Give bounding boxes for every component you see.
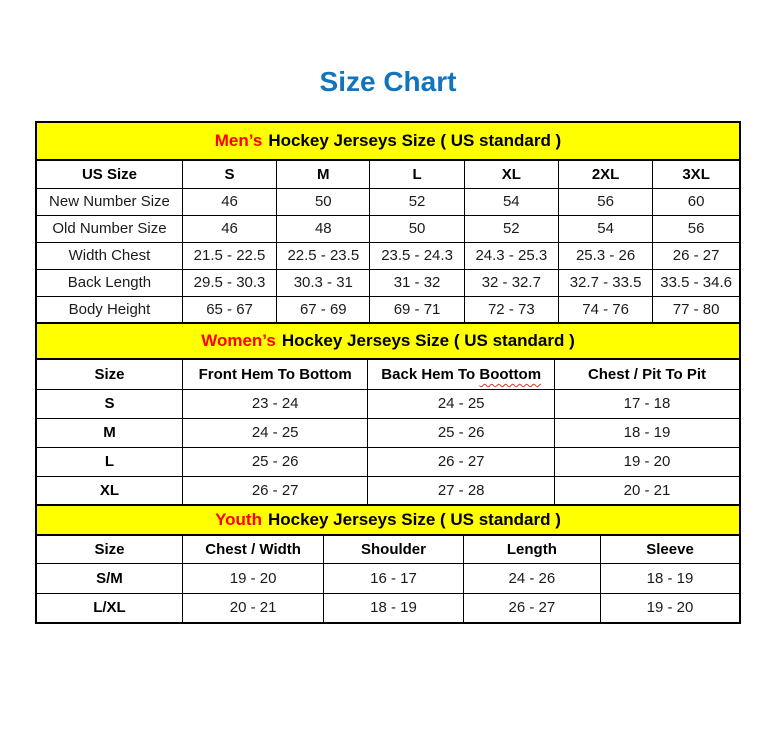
column-header: Sleeve (601, 535, 740, 563)
size-value: 72 - 73 (464, 296, 558, 323)
size-value: 16 - 17 (324, 563, 463, 593)
row-label: S/M (36, 563, 182, 593)
row-label: Body Height (36, 296, 182, 323)
size-value: 67 - 69 (277, 296, 370, 323)
youth-banner-text: Hockey Jerseys Size ( US standard ) (267, 510, 561, 529)
row-label: XL (36, 476, 182, 505)
youth-banner-highlight: Youth (215, 510, 262, 529)
size-value: 52 (370, 188, 464, 215)
column-header: Length (463, 535, 600, 563)
column-header: S (182, 160, 276, 188)
womens-banner-highlight: Women’s (201, 331, 276, 350)
row-label: Back Length (36, 269, 182, 296)
mens-banner (35, 121, 741, 161)
size-value: 32.7 - 33.5 (558, 269, 652, 296)
column-header: L (370, 160, 464, 188)
table-row (36, 389, 740, 418)
size-value: 48 (277, 215, 370, 242)
table-row (36, 269, 740, 296)
size-value: 26 - 27 (653, 242, 740, 269)
size-value: 74 - 76 (558, 296, 652, 323)
mens-size-table (35, 159, 741, 324)
mens-header-row (36, 160, 740, 188)
mens-banner-text: Hockey Jerseys Size ( US standard ) (268, 131, 562, 150)
size-value: 56 (558, 188, 652, 215)
column-header: Size (36, 359, 182, 389)
table-row (36, 188, 740, 215)
size-value: 19 - 20 (601, 593, 740, 623)
size-value: 23.5 - 24.3 (370, 242, 464, 269)
column-header: 2XL (558, 160, 652, 188)
page-title: Size Chart (319, 66, 457, 97)
row-label: L/XL (36, 593, 182, 623)
size-value: 20 - 21 (182, 593, 323, 623)
size-value: 24 - 26 (463, 563, 600, 593)
size-value: 46 (182, 215, 276, 242)
size-value: 29.5 - 30.3 (182, 269, 276, 296)
womens-size-table (35, 358, 741, 506)
size-value: 56 (653, 215, 740, 242)
size-value: 24 - 25 (182, 418, 368, 447)
size-value: 19 - 20 (554, 447, 740, 476)
column-header: Front Hem To Bottom (182, 359, 368, 389)
table-row (36, 296, 740, 323)
column-header-misspelled (368, 359, 555, 389)
row-label: L (36, 447, 182, 476)
size-value: 54 (558, 215, 652, 242)
size-value: 25 - 26 (368, 418, 555, 447)
size-value: 50 (277, 188, 370, 215)
size-value: 50 (370, 215, 464, 242)
youth-size-table (35, 534, 741, 624)
table-row (36, 242, 740, 269)
youth-header-row (36, 535, 740, 563)
size-value: 60 (653, 188, 740, 215)
misspelled-word-squiggle: Boottom (479, 365, 542, 383)
size-value: 30.3 - 31 (277, 269, 370, 296)
size-value: 69 - 71 (370, 296, 464, 323)
size-value: 21.5 - 22.5 (182, 242, 276, 269)
table-row (36, 476, 740, 505)
size-value: 22.5 - 23.5 (277, 242, 370, 269)
size-value: 18 - 19 (601, 563, 740, 593)
size-value: 27 - 28 (368, 476, 555, 505)
size-value: 24 - 25 (368, 389, 555, 418)
size-value: 46 (182, 188, 276, 215)
size-value: 17 - 18 (554, 389, 740, 418)
size-value: 26 - 27 (463, 593, 600, 623)
header-text: Back Hem To (381, 365, 476, 383)
size-value: 25.3 - 26 (558, 242, 652, 269)
table-row (36, 215, 740, 242)
size-value: 32 - 32.7 (464, 269, 558, 296)
table-row (36, 447, 740, 476)
column-header: XL (464, 160, 558, 188)
size-chart-sheet (35, 121, 741, 624)
row-label: Width Chest (36, 242, 182, 269)
youth-banner (35, 504, 741, 536)
size-value: 33.5 - 34.6 (653, 269, 740, 296)
size-value: 31 - 32 (370, 269, 464, 296)
size-value: 18 - 19 (554, 418, 740, 447)
table-row (36, 593, 740, 623)
mens-banner-highlight: Men’s (214, 131, 263, 150)
size-value: 65 - 67 (182, 296, 276, 323)
column-header: 3XL (653, 160, 740, 188)
column-header: M (277, 160, 370, 188)
table-row (36, 418, 740, 447)
size-value: 18 - 19 (324, 593, 463, 623)
table-row (36, 563, 740, 593)
row-label: Old Number Size (36, 215, 182, 242)
size-value: 20 - 21 (554, 476, 740, 505)
row-label: S (36, 389, 182, 418)
size-value: 54 (464, 188, 558, 215)
column-header: Chest / Pit To Pit (554, 359, 740, 389)
column-header: Size (36, 535, 182, 563)
size-value: 23 - 24 (182, 389, 368, 418)
size-value: 77 - 80 (653, 296, 740, 323)
womens-banner (35, 322, 741, 360)
womens-banner-text: Hockey Jerseys Size ( US standard ) (281, 331, 575, 350)
size-value: 19 - 20 (182, 563, 323, 593)
column-header: Chest / Width (182, 535, 323, 563)
row-label: M (36, 418, 182, 447)
column-header: US Size (36, 160, 182, 188)
size-value: 52 (464, 215, 558, 242)
size-value: 26 - 27 (182, 476, 368, 505)
column-header: Shoulder (324, 535, 463, 563)
row-label: New Number Size (36, 188, 182, 215)
womens-header-row (36, 359, 740, 389)
size-value: 26 - 27 (368, 447, 555, 476)
size-value: 24.3 - 25.3 (464, 242, 558, 269)
size-value: 25 - 26 (182, 447, 368, 476)
